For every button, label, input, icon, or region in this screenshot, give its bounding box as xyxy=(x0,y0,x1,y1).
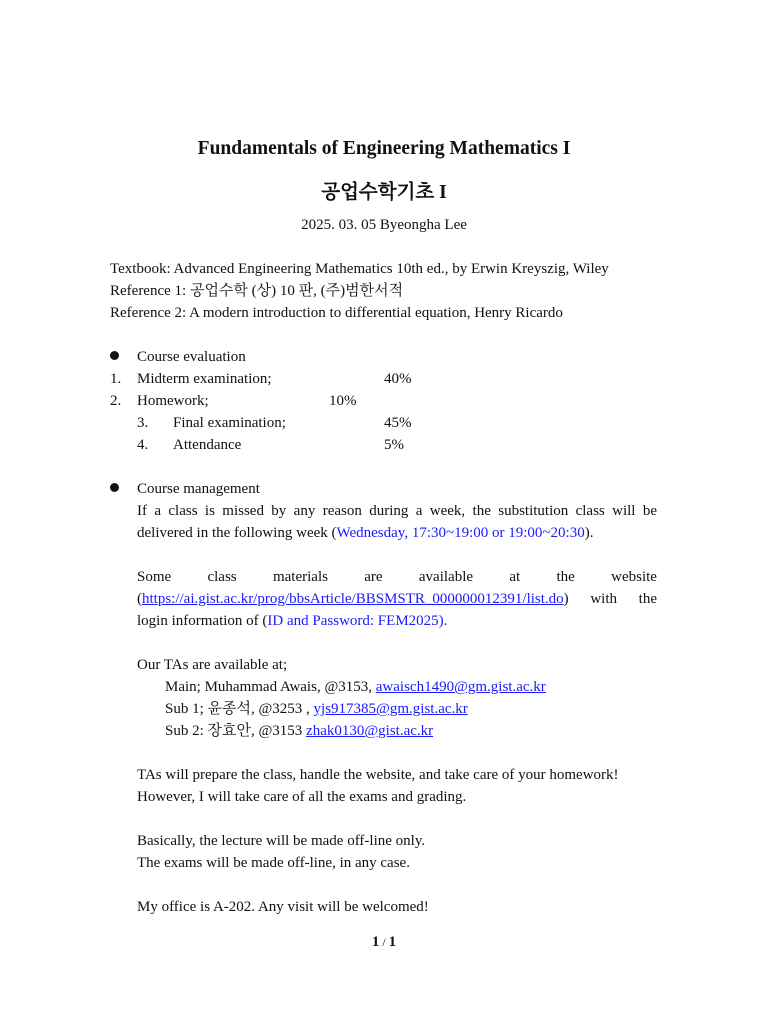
evaluation-item-num: 2. xyxy=(110,393,122,409)
ta-sub1-email-link[interactable]: yjs917385@gm.gist.ac.kr xyxy=(313,701,468,717)
date-author-line: 2025. 03. 05 Byeongha Lee xyxy=(301,217,467,233)
paren-close: ) xyxy=(563,591,569,607)
missed-class-line-1: If a class is missed by any reason during a week, the substitution class will be xyxy=(137,503,657,519)
substitution-time: Wednesday, 17:30~19:00 or 19:00~20:30 xyxy=(336,525,585,541)
page-current: 1 xyxy=(371,934,380,950)
ta-main-text: Main; Muhammad Awais, @3153, xyxy=(165,679,376,695)
bullet-icon xyxy=(110,351,119,360)
evaluation-item-label: Attendance xyxy=(173,437,242,453)
page-subtitle: 공업수학기초 I xyxy=(321,182,447,203)
paren-open: ( xyxy=(137,591,142,607)
materials-word: available xyxy=(418,569,474,585)
ta-sub2-email-link[interactable]: zhak0130@gist.ac.kr xyxy=(306,723,434,739)
login-credentials: ID and Password: FEM2025). xyxy=(267,613,448,629)
offline-exam-line: The exams will be made off-line, in any case. xyxy=(137,855,410,871)
textbook-line: Textbook: Advanced Engineering Mathematics 10th ed., by Erwin Kreyszig, Wiley xyxy=(110,261,609,277)
tas-heading: Our TAs are available at; xyxy=(137,657,288,673)
ta-main-line xyxy=(165,676,546,698)
materials-word: materials xyxy=(272,569,328,585)
materials-word: at xyxy=(509,569,521,585)
missed-class-line-2 xyxy=(137,522,593,544)
management-heading: Course management xyxy=(137,481,260,497)
evaluation-item-label: Final examination; xyxy=(173,415,286,431)
materials-word: Some xyxy=(137,569,172,585)
materials-word: class xyxy=(207,569,237,585)
evaluation-item-label: Homework; xyxy=(137,393,209,409)
materials-line-2 xyxy=(137,588,657,610)
ta-sub1-text: Sub 1; 윤종석, @3253 , xyxy=(165,701,314,717)
evaluation-item-num: 4. xyxy=(137,437,149,453)
evaluation-item-value: 10% xyxy=(329,393,357,409)
ta-sub2-line xyxy=(165,720,433,742)
evaluation-item-value: 5% xyxy=(384,437,404,453)
login-info-text: login information of ( xyxy=(137,613,268,629)
bullet-icon xyxy=(110,483,119,492)
missed-class-text: delivered in the following week ( xyxy=(137,525,337,541)
evaluation-item-value: 45% xyxy=(384,415,412,431)
materials-word: the xyxy=(556,569,575,585)
office-line: My office is A-202. Any visit will be welcomed! xyxy=(137,899,429,915)
materials-word: are xyxy=(364,569,383,585)
materials-line-1 xyxy=(137,566,657,588)
evaluation-heading: Course evaluation xyxy=(137,349,246,365)
grading-line: However, I will take care of all the exams and grading. xyxy=(137,789,467,805)
website-url-group xyxy=(137,588,569,610)
ta-sub2-text: Sub 2: 장효안, @3153 xyxy=(165,723,307,739)
missed-class-close: ). xyxy=(584,525,594,541)
ta-main-email-link[interactable]: awaisch1490@gm.gist.ac.kr xyxy=(375,679,546,695)
page-title: Fundamentals of Engineering Mathematics I xyxy=(197,138,571,159)
evaluation-item-label: Midterm examination; xyxy=(137,371,272,387)
evaluation-item-num: 3. xyxy=(137,415,149,431)
ta-sub1-line xyxy=(165,698,468,720)
materials-word: with xyxy=(590,591,617,607)
materials-word: website xyxy=(611,569,657,585)
materials-word: the xyxy=(638,591,657,607)
page-separator: / xyxy=(379,935,389,949)
evaluation-item-num: 1. xyxy=(110,371,122,387)
evaluation-item-value: 40% xyxy=(384,371,412,387)
reference-1-line: Reference 1: 공업수학 (상) 10 판, (주)범한서적 xyxy=(110,283,404,299)
page-total: 1 xyxy=(388,934,397,950)
tas-prepare-line: TAs will prepare the class, handle the website, and take care of your homework! xyxy=(137,767,619,783)
login-info-line xyxy=(137,610,447,632)
website-link[interactable]: https://ai.gist.ac.kr/prog/bbsArticle/BBSMSTR_000000012391/list.do xyxy=(142,591,564,607)
reference-2-line: Reference 2: A modern introduction to differential equation, Henry Ricardo xyxy=(110,305,563,321)
page-number xyxy=(0,931,768,953)
offline-lecture-line: Basically, the lecture will be made off-line only. xyxy=(137,833,426,849)
